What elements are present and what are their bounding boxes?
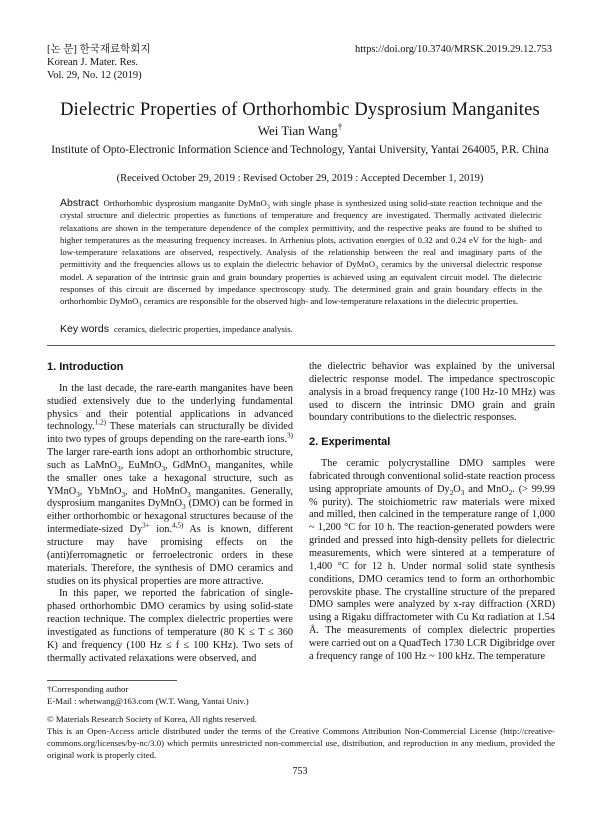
affiliation: Institute of Opto-Electronic Information Science and Technology, Yantai University, Yantai 264005, P.R. China (51, 144, 549, 156)
received-dates: (Received October 29, 2019 : Revised October 29, 2019 : Accepted December 1, 2019) (116, 173, 484, 184)
experimental-heading: 2. Experimental (309, 436, 391, 449)
author-name: Wei Tian Wang (257, 123, 338, 138)
journal-volume: Vol. 29, No. 12 (2019) (47, 70, 142, 81)
journal-header (47, 43, 151, 82)
abstract: Abstract Orthorhombic dysprosium manganite DyMnO$_3$ with single phase is synthesized using solid-state reaction technique and the crystal structure and dielectric properties as functions of temperature and frequency are investigated. Thermally activated dielectric relaxations are shown in the temperature dependence of the complex permittivity, and the respective peaks are found to be shifted to higher temperatures as the measuring frequency increases. In Arrhenius plots, activation energies of 0.32 and 0.24 eV for the high- and low-temperature relaxations are observed, respectively. Analysis of the relationship between the real and imaginary parts of the permittivity and the frequencies allows us to explain the dielectric behavior of DyMnO$_3$ ceramics by the universal dielectric response model. A separation of the intrinsic grain and grain boundary properties is achieved using an equivalent circuit model. The dielectric responses of this circuit are discerned by impedance spectroscopy study. The determined grain and grain boundary effects in the orthorhombic DyMnO$_3$ ceramics are responsible for the observed high- and low-temperature relaxations in the dielectric properties. (60, 197, 542, 310)
intro-paragraph-2: In this paper, we reported the fabrication of single-phased orthorhombic DMO ceramics by using solid-state reaction technique. The complex dielectric properties were investigated as functions of temperature (80 K ≤ T ≤ 360 K) and frequency (100 Hz ≤ f ≤ 100 KHz). Two sets of thermally activated relaxations were observed, and (47, 588, 293, 664)
keywords-label: Key words (60, 323, 110, 335)
keywords-text: ceramics, dielectric properties, impedance analysis. (114, 324, 293, 334)
keywords (60, 323, 542, 335)
corresponding-author-note (47, 683, 555, 707)
doi-link[interactable]: https://doi.org/10.3740/MRSK.2019.29.12.753 (355, 44, 552, 55)
copyright-line: © Materials Research Society of Korea, All rights reserved. (47, 714, 257, 724)
copyright-note (47, 713, 555, 761)
journal-name: Korean J. Mater. Res. (47, 57, 138, 68)
footnote-divider (47, 680, 177, 681)
abstract-label: Abstract (60, 197, 99, 209)
left-column (47, 361, 293, 665)
corresponding-author-label: †Corresponding author (47, 684, 129, 694)
intro-heading: 1. Introduction (47, 361, 124, 373)
author-line (0, 123, 600, 139)
page-number: 753 (292, 766, 308, 777)
intro-continuation: the dielectric behavior was explained by the universal dielectric response model. The impedance spectroscopic analysis in a broad frequency range (100 Hz-10 MHz) was used to discern the intrinsic DMO grain and grain boundary contributions to the dielectric responses. (309, 361, 555, 424)
section-divider (47, 345, 555, 346)
author-mark: † (337, 121, 343, 132)
paper-title: Dielectric Properties of Orthorhombic Dysprosium Manganites (60, 100, 540, 120)
intro-paragraph-1: In the last decade, the rare-earth manganites have been studied extensively due to the underlying fundamental physics and their potential applications in advanced technology.$^{1,2)}$ These materials can structurally be divided into two types of groups depending on the rare-earth ions.$^{3)}$ The larger rare-earth ions adopt an orthorhombic structure, such as LaMnO$_3$, EuMnO$_3$, GdMnO$_3$ manganites, while the smaller ones take a hexagonal structure, such as YMnO$_3$, YbMnO$_3$, and HoMnO$_3$ manganites. Generally, dysprosium manganites DyMnO$_3$ (DMO) can be formed in either orthorhombic or hexagonal structures because of the intermediate-sized $Dy^{3+}$ ion.$^{4,5)}$ As is known, different structure may have promising effects on the (anti)ferromagnetic or ferroelectronic orders in these materials. Therefore, the synthesis of DMO ceramics and studies on its physical properties are more attractive. (47, 382, 294, 587)
journal-name-korean: [논 문] 한국재료학회지 (47, 44, 151, 55)
license-text: This is an Open-Access article distributed under the terms of the Creative Commons Attribution Non-Commercial License (http://creative-commons.org/licenses/by-nc/3.0) which permits unrestricted non-commercial use, distribution, and reproduction in any medium, provided the original work is properly cited. (47, 726, 555, 760)
right-column (309, 361, 555, 664)
author-email: E-Mail : whetwang@163.com (W.T. Wang, Yantai Univ.) (47, 696, 249, 706)
experimental-paragraph: The ceramic polycrystalline DMO samples were fabricated through conventional solid-state reaction process using appropriate amounts of $Dy_2O_3$ and MnO$_2$. (> 99.99 % purity). The stoichiometric raw materials were mixed and milled, then calcined in the temperature range of 1,000 ~ 1,200 °C for 10 h. The reaction-generated powders were grinded and pressed into high-density pellets for dielectric measurements, which were sintered at a temperature of 1,400 °C for 12 h. Under normal solid state synthesis conditions, DMO ceramics tend to form an orthorhombic perovskite phase. The crystalline structure of the prepared DMO samples were analyzed by x-ray diffraction (XRD) using a Rigaku diffractometer with Cu Kα radiation at 1.54 Å. The measurements of complex dielectric properties were carried out on a QuadTech 1730 LCR Digibridge over a frequency range of 100 Hz ~ 100 kHz. The temperature (309, 458, 555, 662)
